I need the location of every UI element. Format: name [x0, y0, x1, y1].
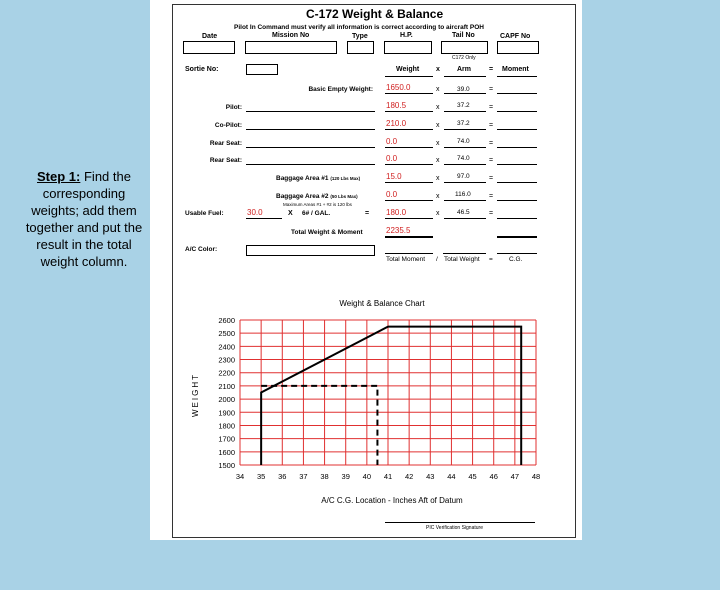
moment-line[interactable] [497, 93, 537, 94]
x-tick-label: 40 [362, 472, 372, 481]
x-tick-label: 47 [510, 472, 520, 481]
moment-line[interactable] [497, 164, 537, 165]
moment-line[interactable] [497, 218, 537, 219]
y-tick-label: 1900 [218, 408, 235, 418]
row-weight[interactable]: 0.0 [386, 154, 398, 163]
row-label: Baggage Area #2 (50 Lbs Max) [276, 193, 358, 200]
x-sign: x [436, 122, 440, 129]
arm-line [444, 93, 486, 94]
moment-line[interactable] [497, 200, 537, 201]
form-subtitle: Pilot In Command must verify all information is correct according to aircraft POH [234, 24, 484, 31]
footer-eq: = [489, 256, 493, 263]
mission-field[interactable] [245, 41, 337, 54]
total-label: Total Weight & Moment [291, 229, 363, 236]
fuel-weight[interactable]: 180.0 [386, 208, 407, 217]
cg-rule [497, 253, 537, 254]
y-tick-label: 2100 [218, 381, 235, 391]
name-line[interactable] [246, 129, 375, 130]
arm-line [444, 147, 486, 148]
row-arm: 97.0 [457, 173, 470, 180]
x-tick-label: 35 [256, 472, 266, 481]
weight-balance-form [150, 0, 582, 540]
y-tick-label: 1700 [218, 434, 235, 444]
row-weight[interactable]: 180.5 [386, 101, 407, 110]
footer-moment: Total Moment [386, 256, 426, 263]
header-capf: CAPF No [500, 33, 531, 40]
x-tick-label: 43 [426, 472, 435, 481]
fuel-factor: 6# / GAL. [302, 210, 331, 217]
eq-sign: = [489, 86, 494, 93]
row-arm: 74.0 [457, 155, 470, 162]
row-label: Co-Pilot: [214, 122, 242, 129]
row-arm: 37.2 [457, 120, 470, 127]
col-eq-header: = [489, 66, 494, 73]
eq-sign: = [489, 157, 494, 164]
total-weight-rule [443, 253, 486, 254]
row-weight[interactable]: 0.0 [386, 137, 398, 146]
x-sign: x [436, 193, 440, 200]
arm-line [444, 218, 486, 219]
weight-line [385, 111, 433, 112]
x-sign: x [436, 104, 440, 111]
eq-sign: = [489, 140, 494, 147]
name-line[interactable] [246, 164, 375, 165]
arm-line [444, 129, 486, 130]
x-sign: x [436, 86, 440, 93]
y-tick-label: 2200 [218, 368, 235, 378]
arm-line [444, 200, 486, 201]
header-hp: H.P. [400, 32, 413, 39]
weight-line [385, 93, 433, 94]
footer-cg: C.G. [509, 256, 523, 263]
header-date: Date [202, 33, 218, 40]
arm-line [444, 111, 486, 112]
fuel-eq: = [365, 210, 370, 217]
x-tick-label: 44 [447, 472, 456, 481]
sortie-field[interactable] [246, 64, 278, 75]
x-tick-label: 45 [468, 472, 477, 481]
y-tick-label: 2600 [218, 316, 235, 325]
type-field[interactable] [347, 41, 374, 54]
row-label: Baggage Area #1 (120 Lbs Max) [276, 175, 361, 182]
eq-sign: = [489, 122, 494, 129]
row-weight[interactable]: 210.0 [386, 119, 407, 128]
y-tick-label: 1800 [218, 421, 235, 431]
chart-ylabel: WEIGHT [191, 373, 200, 417]
y-tick-label: 1600 [218, 447, 235, 457]
signature-label: PIC Verification Signature [426, 525, 483, 531]
row-weight[interactable]: 0.0 [386, 190, 398, 199]
fuel-x: X [288, 210, 293, 217]
col-moment-header: Moment [502, 66, 529, 73]
x-tick-label: 38 [320, 472, 329, 481]
x-tick-label: 46 [489, 472, 498, 481]
footer-weight: Total Weight [444, 256, 480, 263]
color-label: A/C Color: [185, 246, 218, 253]
row-arm: 39.0 [457, 86, 470, 93]
step-instruction [20, 168, 148, 270]
total-weight-line [385, 236, 433, 238]
header-tail: Tail No [452, 32, 475, 39]
step-text: Find the corresponding weights; add them together and put the result in the total weight column. [25, 169, 143, 269]
moment-line[interactable] [497, 111, 537, 112]
footer-slash: / [436, 256, 438, 263]
moment-line[interactable] [497, 182, 537, 183]
chart-title: Weight & Balance Chart [339, 299, 425, 308]
x-sign: x [436, 210, 440, 217]
x-sign: x [436, 140, 440, 147]
row-label: Basic Empty Weight: [308, 86, 373, 93]
baggage-max-note: Maximum Areas #1 + #2 is 120 lbs [283, 202, 352, 207]
x-tick-label: 41 [383, 472, 393, 481]
eq-sign: = [489, 175, 494, 182]
row-weight[interactable]: 15.0 [386, 172, 402, 181]
total-moment-rule [385, 253, 433, 254]
col-x-header: x [436, 66, 440, 73]
x-tick-label: 36 [278, 472, 287, 481]
x-tick-label: 34 [235, 472, 245, 481]
fuel-gallons-line [246, 218, 282, 219]
y-tick-label: 1500 [218, 461, 235, 470]
total-weight[interactable]: 2235.5 [386, 226, 411, 235]
signature-line[interactable] [385, 522, 535, 523]
row-arm: 116.0 [455, 191, 471, 198]
chart-xlabel: A/C C.G. Location - Inches Aft of Datum [321, 496, 463, 505]
row-arm: 37.2 [457, 102, 470, 109]
row-label: Pilot: [225, 104, 242, 111]
weight-line [385, 129, 433, 130]
weight-line [385, 200, 433, 201]
moment-line[interactable] [497, 147, 537, 148]
tail-field[interactable] [441, 41, 488, 54]
col-weight-header: Weight [396, 66, 420, 73]
eq-sign: = [489, 104, 494, 111]
y-tick-label: 2000 [218, 395, 235, 405]
weight-line [385, 164, 433, 165]
weight-line [385, 182, 433, 183]
weight-header-rule [385, 76, 433, 77]
row-arm: 74.0 [457, 138, 470, 145]
color-field[interactable] [246, 245, 375, 256]
arm-header-rule [444, 76, 486, 77]
fuel-gallons[interactable]: 30.0 [247, 208, 263, 217]
eq-sign: = [489, 193, 494, 200]
date-field[interactable] [183, 41, 235, 54]
fuel-arm: 46.5 [457, 209, 470, 216]
x-tick-label: 42 [404, 472, 414, 481]
x-sign: x [436, 175, 440, 182]
arm-line [444, 164, 486, 165]
cg-envelope-line [261, 327, 521, 465]
moment-header-rule [497, 76, 537, 77]
y-tick-label: 2300 [218, 355, 235, 365]
c172-only-note: C172 Only [452, 55, 476, 61]
x-tick-label: 37 [299, 472, 308, 481]
x-tick-label: 39 [341, 472, 350, 481]
name-line[interactable] [246, 147, 375, 148]
header-mission: Mission No [272, 32, 310, 39]
weight-line [385, 218, 433, 219]
form-title: C-172 Weight & Balance [306, 7, 444, 21]
step-title: Step 1: [37, 169, 81, 184]
fuel-label: Usable Fuel: [185, 210, 224, 217]
weight-balance-chart [150, 290, 582, 590]
header-type: Type [352, 33, 368, 40]
row-label: Rear Seat: [209, 140, 242, 147]
sortie-label: Sortie No: [185, 66, 219, 73]
eq-sign: = [489, 210, 494, 217]
x-tick-label: 48 [531, 472, 541, 481]
y-tick-label: 2500 [218, 329, 235, 339]
row-label: Rear Seat: [209, 157, 242, 164]
moment-line[interactable] [497, 129, 537, 130]
name-line[interactable] [246, 111, 375, 112]
arm-line [444, 182, 486, 183]
x-sign: x [436, 157, 440, 164]
capf-field[interactable] [497, 41, 539, 54]
weight-line [385, 147, 433, 148]
row-weight[interactable]: 1650.0 [386, 83, 411, 92]
y-tick-label: 2400 [218, 342, 235, 352]
total-moment-line[interactable] [497, 236, 537, 238]
hp-field[interactable] [384, 41, 432, 54]
col-arm-header: Arm [457, 66, 472, 73]
